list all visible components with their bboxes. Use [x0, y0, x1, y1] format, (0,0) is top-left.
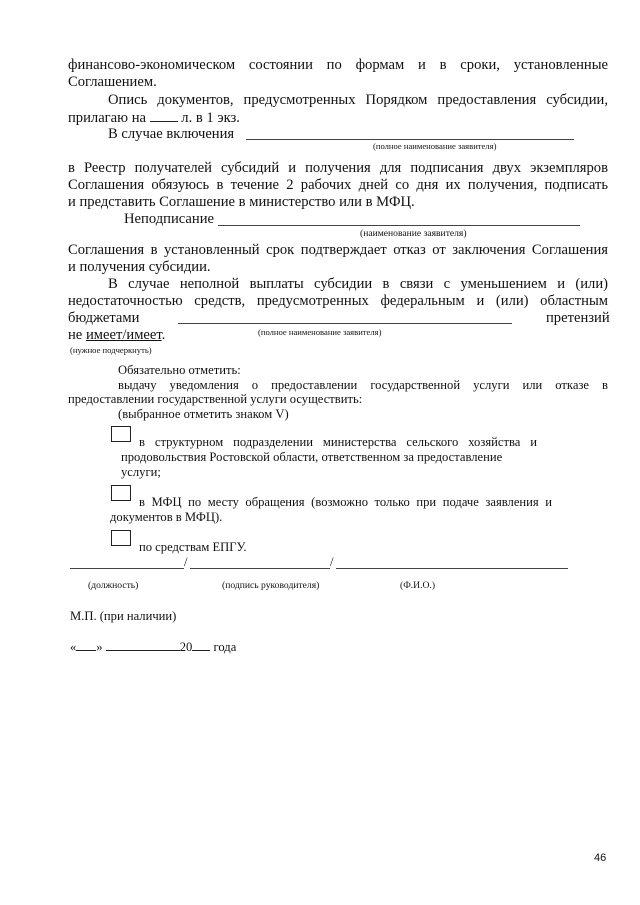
option-text: в МФЦ по месту обращения (возможно только при подаче заявления и [139, 495, 552, 509]
field-caption: (Ф.И.О.) [400, 580, 436, 591]
option-text: в структурном подразделении министерства сельского хозяйства и [139, 435, 537, 449]
month-field[interactable] [106, 638, 180, 651]
applicant-full-name-field[interactable] [178, 323, 512, 324]
paragraph-line: в Реестр получателей субсидий и получения для подписания двух экземпляров [68, 160, 608, 176]
signature-field[interactable] [190, 568, 330, 569]
field-caption: (наименование заявителя) [360, 228, 467, 239]
date-line [70, 638, 236, 655]
field-caption: (подпись руководителя) [222, 580, 320, 591]
non-signing-label: Неподписание [124, 211, 214, 227]
paragraph-line: Соглашением. [68, 74, 157, 90]
option-text: услуги; [121, 465, 161, 479]
option-checkbox-epgu[interactable] [111, 530, 131, 546]
field-caption: (должность) [88, 580, 139, 591]
paragraph-line: Опись документов, предусмотренных Порядком предоставления субсидии, [108, 92, 608, 108]
page-number: 46 [594, 852, 607, 864]
has-claims-dot: . [161, 327, 166, 343]
date-quote-close: » [96, 640, 103, 654]
full-name-field[interactable] [336, 568, 568, 569]
applicant-full-name-field[interactable] [246, 139, 574, 140]
field-caption: (полное наименование заявителя) [373, 141, 497, 151]
notice-line: предоставлении государственной услуги осуществить: [68, 392, 363, 406]
option-text: продовольствия Ростовской области, ответственном за предоставление [121, 450, 503, 464]
sheet-count-field[interactable] [150, 109, 178, 122]
option-text: по средствам ЕПГУ. [139, 540, 247, 554]
paragraph-line: В случае неполной выплаты субсидии в связи с уменьшением и (или) [108, 276, 608, 292]
budgets-word: бюджетами [68, 310, 140, 326]
notice-hint: (выбранное отметить знаком V) [118, 407, 289, 421]
option-checkbox-mfc[interactable] [111, 485, 131, 501]
notice-title: Обязательно отметить: [118, 363, 241, 377]
signature-separator: / [184, 555, 188, 569]
stamp-label: М.П. (при наличии) [70, 609, 177, 623]
has-claims-line [68, 327, 165, 344]
applicant-name-field[interactable] [218, 225, 580, 226]
paragraph-line: финансово-экономическом состоянии по формам и в сроки, установленные [68, 57, 608, 73]
paragraph-line: Соглашения обязуюсь в течение 2 рабочих дней со дня их получения, подписать [68, 177, 608, 193]
sheet-count-suffix: л. в 1 экз. [181, 110, 240, 126]
sheet-count-prefix: прилагаю на [68, 110, 146, 126]
year-prefix: 20 [179, 640, 193, 654]
date-quote-open: « [70, 640, 77, 654]
option-checkbox-ministry[interactable] [111, 426, 131, 442]
claims-word: претензий [546, 310, 610, 326]
field-caption: (нужное подчеркнуть) [70, 345, 152, 355]
day-field[interactable] [76, 638, 96, 651]
sheet-count-line [68, 109, 240, 127]
paragraph-line: и получения субсидии. [68, 259, 211, 275]
date-suffix: года [213, 640, 237, 654]
paragraph-line: недостаточностью средств, предусмотренных федеральным и (или) областным [68, 293, 608, 309]
paragraph-line: и представить Соглашение в министерство или в МФЦ. [68, 194, 415, 210]
notice-line: выдачу уведомления о предоставлении государственной услуги или отказе в [118, 378, 608, 392]
has-claims-prefix: не [68, 327, 83, 343]
signature-separator: / [330, 555, 334, 569]
paragraph-line: Соглашения в установленный срок подтверждает отказ от заключения Соглашения [68, 242, 608, 258]
field-caption: (полное наименование заявителя) [258, 327, 382, 337]
has-claims-choice[interactable]: имеет/имеет [85, 327, 162, 343]
position-field[interactable] [70, 568, 184, 569]
year-field[interactable] [192, 638, 210, 651]
inclusion-label: В случае включения [108, 126, 235, 142]
option-text: документов в МФЦ). [110, 510, 223, 524]
